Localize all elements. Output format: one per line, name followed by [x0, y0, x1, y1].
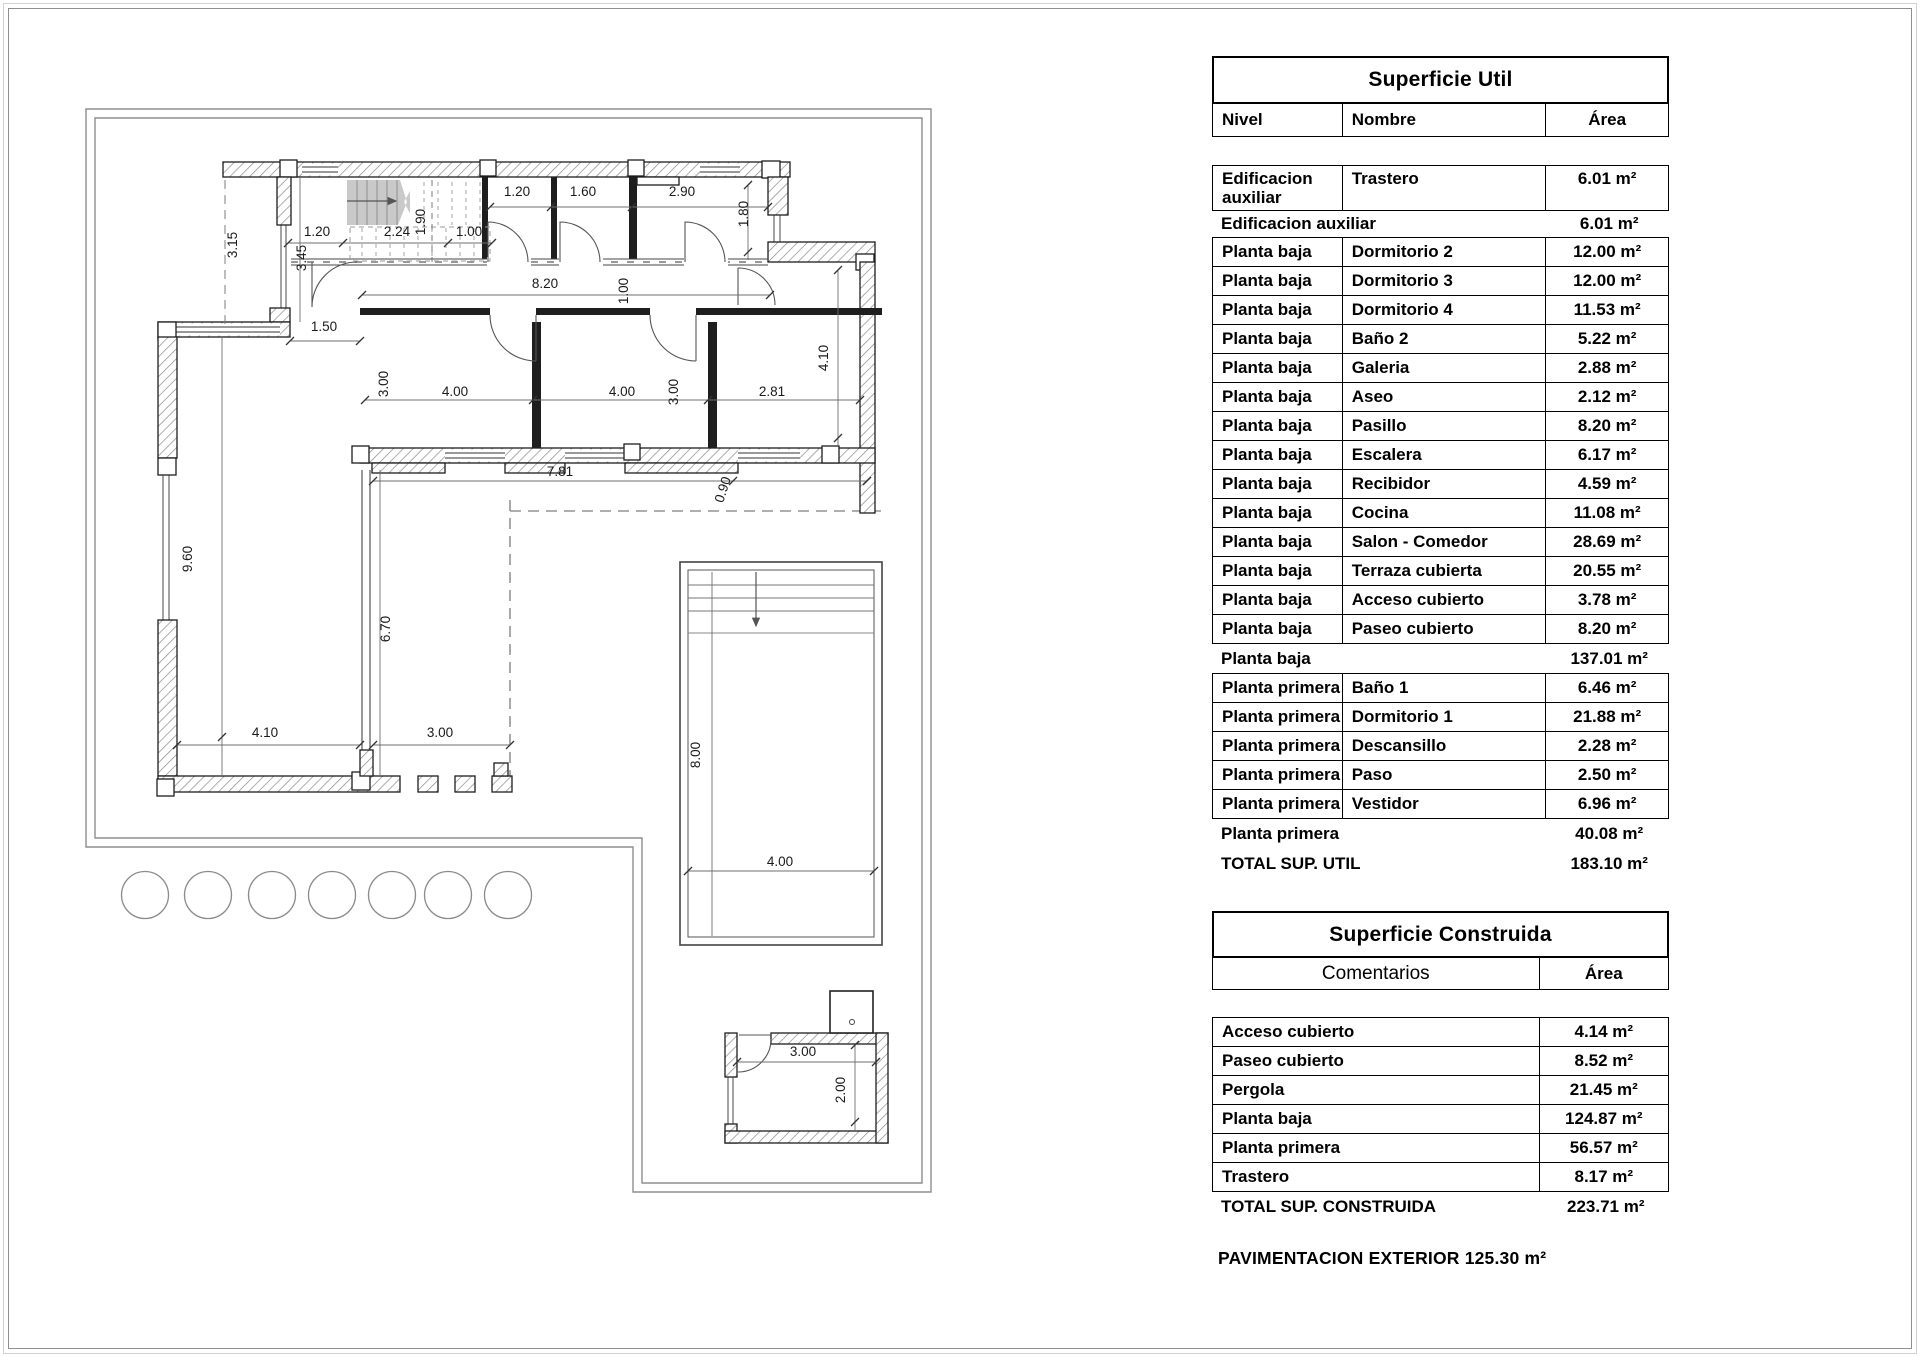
planta-primera-rows: [1212, 673, 1669, 819]
cell-area: 6.01 m²: [1577, 169, 1637, 188]
cell-name: Paseo cubierto: [1343, 615, 1547, 643]
cell-label: Planta baja: [1213, 1105, 1540, 1133]
outbuilding-trastero: [725, 991, 888, 1143]
pillar: [628, 160, 644, 176]
table-row: [1212, 266, 1669, 296]
shower-pad: [830, 991, 873, 1033]
dim-label: 4.10: [251, 725, 279, 740]
summary-value: 137.01 m²: [1570, 649, 1648, 668]
pillar: [158, 458, 176, 475]
cell-name: Dormitorio 4: [1343, 296, 1547, 324]
dim-label: 3.00: [666, 378, 681, 406]
total-row: [1212, 849, 1669, 879]
cell-level: Planta baja: [1213, 441, 1343, 469]
summary-row: [1212, 819, 1669, 849]
table-row: [1212, 324, 1669, 354]
total-label: TOTAL SUP. CONSTRUIDA: [1221, 1197, 1437, 1216]
table-row: [1212, 1075, 1669, 1105]
col-header-area: Área: [1588, 110, 1627, 129]
summary-value: 6.01 m²: [1579, 213, 1639, 233]
cell-area: 28.69 m²: [1573, 532, 1642, 551]
dim-label: 7.81: [546, 464, 574, 479]
cell-level: Planta baja: [1213, 325, 1343, 353]
table-title: Superficie Construida: [1212, 911, 1669, 958]
table-row: [1212, 469, 1669, 499]
cell-area: 124.87 m²: [1565, 1109, 1643, 1128]
dim-label: 1.90: [413, 208, 428, 236]
cell-area: 20.55 m²: [1573, 561, 1642, 580]
cell-name: Trastero: [1343, 166, 1547, 210]
cell-level: Planta baja: [1213, 470, 1343, 498]
summary-row: [1212, 211, 1669, 236]
dim-label: 6.70: [378, 615, 393, 643]
table-row: [1212, 295, 1669, 325]
cell-name: Paso: [1343, 761, 1547, 789]
door-trastero: [738, 1035, 771, 1072]
table-row: [1212, 614, 1669, 644]
table-row: [1212, 498, 1669, 528]
dim-label: 2.00: [833, 1076, 848, 1104]
tree-icon: [425, 872, 472, 919]
cell-level: Edificacion auxiliar: [1213, 166, 1343, 210]
tree-icon: [185, 872, 232, 919]
table-row: [1212, 1162, 1669, 1192]
dim-label: 9.60: [180, 545, 195, 573]
dim-label: 1.50: [310, 319, 338, 334]
dim-label: 4.00: [608, 384, 636, 399]
cell-name: Cocina: [1343, 499, 1547, 527]
dim-label: 1.00: [616, 277, 631, 305]
door-room-c: [685, 222, 725, 262]
cell-name: Dormitorio 1: [1343, 703, 1547, 731]
table-row: [1212, 165, 1669, 211]
cell-area: 6.96 m²: [1577, 794, 1637, 813]
cell-name: Aseo: [1343, 383, 1547, 411]
tree-icon: [369, 872, 416, 919]
cell-level: Planta baja: [1213, 586, 1343, 614]
table-row: [1212, 1046, 1669, 1076]
door-room-b: [560, 222, 600, 262]
summary-label: Planta primera: [1221, 824, 1340, 843]
tree-row: [122, 872, 532, 919]
cell-area: 8.20 m²: [1577, 416, 1637, 435]
swimming-pool: [680, 562, 882, 945]
table-title: Superficie Util: [1212, 56, 1669, 104]
cell-level: Planta primera: [1213, 790, 1343, 818]
cell-area: 11.08 m²: [1573, 503, 1641, 522]
cell-area: 11.53 m²: [1573, 300, 1641, 319]
table-row: [1212, 585, 1669, 615]
pillar: [280, 160, 297, 177]
pillar: [352, 446, 369, 463]
cell-area: 8.20 m²: [1577, 619, 1637, 638]
door-hall: [312, 262, 357, 307]
table-row: [1212, 702, 1669, 732]
pillar: [822, 446, 839, 463]
cell-label: Planta primera: [1213, 1134, 1540, 1162]
total-row: [1212, 1192, 1669, 1222]
total-label: TOTAL SUP. UTIL: [1221, 854, 1361, 873]
door-room-a: [488, 222, 528, 262]
table-row: [1212, 1133, 1669, 1163]
cell-area: 8.17 m²: [1574, 1167, 1634, 1186]
pergola-post: [492, 776, 512, 792]
cell-name: Salon - Comedor: [1343, 528, 1547, 556]
door-bedroom-2: [490, 315, 536, 361]
cell-area: 5.22 m²: [1577, 329, 1637, 348]
dim-label: 8.20: [531, 276, 559, 291]
cell-level: Planta primera: [1213, 703, 1343, 731]
cell-area: 4.59 m²: [1577, 474, 1637, 493]
dim-label: 4.00: [766, 854, 794, 869]
dim-label: 4.00: [441, 384, 469, 399]
col-header-nombre: Nombre: [1343, 104, 1547, 136]
planta-baja-rows: [1212, 237, 1669, 644]
table-row: [1212, 731, 1669, 761]
cell-level: Planta baja: [1213, 267, 1343, 295]
table-row: [1212, 789, 1669, 819]
cell-name: Dormitorio 3: [1343, 267, 1547, 295]
cell-level: Planta baja: [1213, 354, 1343, 382]
cell-level: Planta baja: [1213, 296, 1343, 324]
cell-area: 12.00 m²: [1573, 271, 1642, 290]
pillar: [480, 160, 496, 176]
dim-label: 2.81: [758, 384, 786, 399]
dim-label: 0.90: [711, 474, 734, 505]
table-header: [1212, 958, 1669, 990]
dim-label: 2.90: [668, 184, 696, 199]
cell-area: 2.88 m²: [1577, 358, 1637, 377]
summary-label: Planta baja: [1221, 649, 1311, 668]
table-header: [1212, 104, 1669, 137]
total-value: 183.10 m²: [1570, 854, 1648, 873]
cell-area: 8.52 m²: [1574, 1051, 1634, 1070]
pillar: [762, 161, 780, 178]
table-row: [1212, 440, 1669, 470]
cell-name: Vestidor: [1343, 790, 1547, 818]
col-header-area: Área: [1584, 963, 1623, 983]
cell-level: Planta baja: [1213, 615, 1343, 643]
summary-value: 40.08 m²: [1575, 824, 1644, 843]
cell-name: Acceso cubierto: [1343, 586, 1547, 614]
tree-icon: [249, 872, 296, 919]
cell-label: Pergola: [1213, 1076, 1540, 1104]
pavement-note: PAVIMENTACION EXTERIOR 125.30 m²: [1218, 1248, 1547, 1268]
cell-area: 12.00 m²: [1573, 242, 1642, 261]
cell-label: Paseo cubierto: [1213, 1047, 1540, 1075]
dim-label: 3.00: [376, 370, 391, 398]
superficie-construida-table: [1212, 911, 1669, 1222]
wall-west: [158, 337, 177, 458]
cell-name: Pasillo: [1343, 412, 1547, 440]
table-row: [1212, 556, 1669, 586]
dim-label: 1.20: [303, 224, 331, 239]
cell-area: 2.28 m²: [1577, 736, 1637, 755]
cell-area: 6.46 m²: [1577, 678, 1637, 697]
pillar: [157, 779, 174, 796]
dim-label: 8.00: [688, 741, 703, 769]
cell-name: Galeria: [1343, 354, 1547, 382]
construida-rows: [1212, 1017, 1669, 1192]
cell-area: 21.88 m²: [1573, 707, 1642, 726]
dim-label: 2.24: [383, 224, 411, 239]
table-row: [1212, 237, 1669, 267]
table-row: [1212, 1104, 1669, 1134]
dim-label: 3.15: [225, 231, 240, 259]
table-row: [1212, 527, 1669, 557]
table-row: [1212, 673, 1669, 703]
cell-level: Planta primera: [1213, 732, 1343, 760]
pergola-post: [455, 776, 475, 792]
col-header-comentarios: Comentarios: [1213, 958, 1540, 989]
dim-label: 1.20: [503, 184, 531, 199]
cell-level: Planta primera: [1213, 674, 1343, 702]
dim-label: 1.00: [455, 224, 483, 239]
cell-level: Planta baja: [1213, 238, 1343, 266]
cell-name: Baño 1: [1343, 674, 1547, 702]
dim-label: 3.45: [294, 244, 309, 272]
cell-name: Dormitorio 2: [1343, 238, 1547, 266]
wall-aux-left: [277, 177, 291, 225]
cell-area: 2.50 m²: [1577, 765, 1637, 784]
cell-label: Acceso cubierto: [1213, 1018, 1540, 1046]
cell-area: 2.12 m²: [1577, 387, 1637, 406]
cell-area: 56.57 m²: [1569, 1138, 1638, 1157]
pillar: [624, 444, 640, 460]
cell-level: Planta baja: [1213, 499, 1343, 527]
cell-name: Escalera: [1343, 441, 1547, 469]
cell-area: 4.14 m²: [1574, 1022, 1634, 1041]
dim-label: 4.10: [816, 344, 831, 372]
table-row: [1212, 1017, 1669, 1047]
col-header-nivel: Nivel: [1213, 104, 1343, 136]
wall-east-upper: [768, 177, 788, 215]
tree-icon: [485, 872, 532, 919]
cell-level: Planta baja: [1213, 528, 1343, 556]
total-value: 223.71 m²: [1567, 1197, 1645, 1216]
summary-label: Edificacion auxiliar: [1221, 213, 1376, 233]
wall-terrace-right: [860, 262, 875, 513]
cell-area: 3.78 m²: [1577, 590, 1637, 609]
table-row: [1212, 411, 1669, 441]
cell-level: Planta baja: [1213, 412, 1343, 440]
cell-area: 21.45 m²: [1569, 1080, 1638, 1099]
cell-level: Planta baja: [1213, 557, 1343, 585]
cell-name: Baño 2: [1343, 325, 1547, 353]
dim-label: 3.00: [426, 725, 454, 740]
cell-name: Descansillo: [1343, 732, 1547, 760]
tree-icon: [122, 872, 169, 919]
table-row: [1212, 353, 1669, 383]
cell-area: 6.17 m²: [1577, 445, 1637, 464]
dim-label: 3.00: [789, 1044, 817, 1059]
tree-icon: [309, 872, 356, 919]
dim-label: 1.80: [736, 200, 751, 228]
superficie-util-table: [1212, 56, 1669, 879]
pergola-post: [418, 776, 438, 792]
summary-row: [1212, 644, 1669, 674]
door-corridor-terrace: [738, 268, 775, 305]
cell-level: Planta primera: [1213, 761, 1343, 789]
cell-level: Planta baja: [1213, 383, 1343, 411]
door-bedroom-3: [650, 315, 696, 361]
table-row: [1212, 760, 1669, 790]
cell-name: Terraza cubierta: [1343, 557, 1547, 585]
cell-name: Recibidor: [1343, 470, 1547, 498]
corridor-glass-wall: [291, 257, 768, 267]
table-row: [1212, 382, 1669, 412]
dim-label: 1.60: [569, 184, 597, 199]
cell-label: Trastero: [1213, 1163, 1540, 1191]
